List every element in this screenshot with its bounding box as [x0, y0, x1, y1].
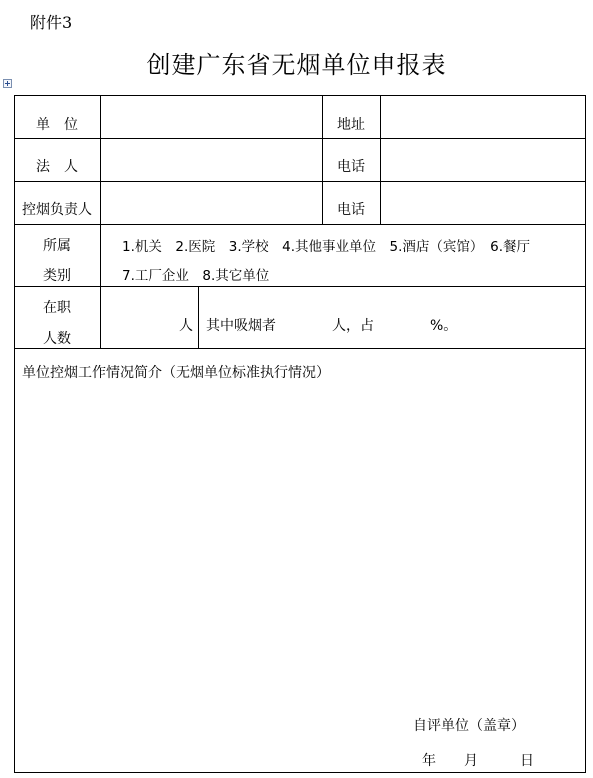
- table-border-right: [585, 95, 586, 773]
- table-move-handle-icon[interactable]: [3, 79, 12, 88]
- column-divider: [198, 286, 199, 348]
- lead-phone-field[interactable]: [381, 182, 585, 224]
- summary-label: 单位控烟工作情况简介（无烟单位标准执行情况）: [22, 365, 330, 381]
- attachment-label: 附件3: [30, 13, 73, 32]
- category-label: 所属: [43, 238, 71, 254]
- staff-unit: 人: [179, 318, 193, 334]
- unit-label: 单 位: [36, 117, 78, 133]
- row-divider: [14, 348, 586, 349]
- self-evaluation-stamp-label: 自评单位（盖章）: [413, 718, 525, 734]
- form-title: 创建广东省无烟单位申报表: [146, 51, 447, 79]
- tobacco-control-lead-label: 控烟负责人: [22, 202, 92, 218]
- staff-count-label: 在职: [43, 300, 71, 316]
- category-label-2: 类别: [43, 268, 71, 284]
- category-options-2[interactable]: 7.工厂企业 8.其它单位: [122, 268, 270, 284]
- address-field[interactable]: [381, 96, 585, 138]
- address-label: 地址: [337, 117, 365, 133]
- summary-text-area[interactable]: [15, 385, 585, 705]
- lead-phone-label: 电话: [337, 202, 365, 218]
- unit-name-field[interactable]: [101, 96, 322, 138]
- category-options[interactable]: 1.机关 2.医院 3.学校 4.其他事业单位 5.酒店（宾馆） 6.餐厅: [122, 239, 531, 255]
- phone-label: 电话: [337, 159, 365, 175]
- tobacco-control-lead-field[interactable]: [101, 182, 322, 224]
- date-line: 年 月 日: [422, 753, 534, 769]
- table-border-bottom: [14, 772, 586, 773]
- smokers-ratio-text[interactable]: 其中吸烟者 人，占 %。: [206, 318, 458, 334]
- legal-person-label: 法 人: [36, 159, 78, 175]
- phone-field[interactable]: [381, 139, 585, 181]
- staff-count-label-2: 人数: [43, 331, 71, 347]
- legal-person-field[interactable]: [101, 139, 322, 181]
